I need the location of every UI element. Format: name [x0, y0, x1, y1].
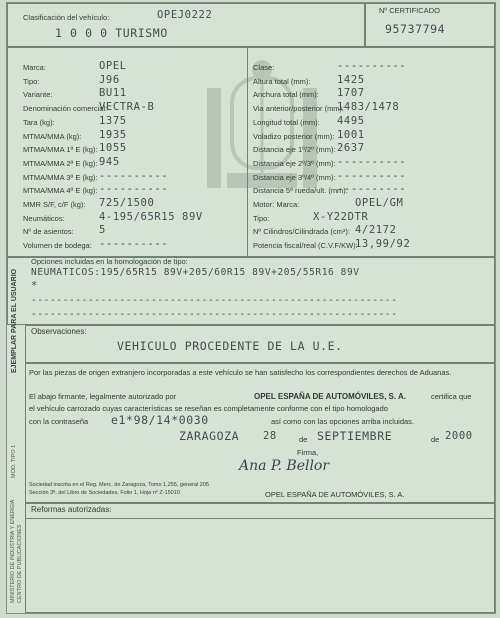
field-label: Longitud total (mm): [253, 117, 320, 127]
field-value: X-Y22DTR [313, 210, 369, 223]
field-value: OPEL/GM [355, 197, 404, 209]
field-label: Variante: [23, 90, 53, 100]
field-label: Denominación comercial: [23, 104, 108, 114]
ejemplar-label: EJEMPLAR PARA EL USUARIO [11, 268, 18, 373]
signer-text: El abajo firmante, legalmente autorizado por [29, 392, 177, 401]
field-value: 1055 [99, 142, 127, 155]
field-label: Distancia eje 1º/2º (mm): [253, 145, 336, 155]
company-name: OPEL ESPAÑA DE AUTOMÓVILES, S. A. [254, 392, 407, 401]
field-value: 4-195/65R15 89V [99, 210, 203, 223]
certificate-number: 95737794 [385, 22, 446, 36]
field-label: Tara (kg): [23, 117, 55, 127]
vehicle-certificate [6, 2, 496, 614]
field-value: VECTRA-B [99, 101, 155, 114]
field-value: 13,99/92 [355, 238, 411, 251]
reformas-label: Reformas autorizadas: [31, 505, 112, 514]
field-label: Distancia eje 3º/4º (mm): [253, 172, 336, 182]
customs-paragraph: Por las piezas de origen extranjero incorporadas a este vehículo se han satisfecho los correspondientes derechos de Aduanas. [29, 368, 452, 377]
reformas-box [25, 503, 495, 613]
field-label: Clase: [253, 63, 275, 72]
field-value: ---------- [99, 183, 169, 196]
field-value: 1425 [337, 73, 365, 86]
field-value: ---------- [99, 169, 169, 182]
field-label: Via anterior/posterior (mm): [253, 104, 345, 114]
field-value: 1707 [337, 87, 365, 100]
options-label: Opciones incluidas en la homologación de tipo: [31, 257, 188, 266]
field-label: MTMA/MMA 4ª E (kg): [23, 186, 98, 196]
ministry-label-1: MINISTERIO DE INDUSTRIA Y ENERGIA [10, 499, 16, 603]
ministry-label-2: CENTRO DE PUBLICACIONES [17, 524, 23, 603]
field-label: Distancia eje 2º/3º (mm): [253, 158, 336, 168]
field-value: 945 [99, 155, 120, 168]
field-label: Tipo: [253, 213, 270, 223]
field-value: ---------- [337, 183, 407, 196]
field-label: MTMA/MMA 1ª E (kg): [23, 145, 98, 155]
certificate-label: Nº CERTIFICADO [379, 6, 440, 15]
date-day: 28 [263, 430, 277, 442]
field-value: 4495 [337, 114, 365, 127]
society-line-2: Sección 3ª, del Libro de Sociedades, Folio 1, Hoja nº Z-15010 [29, 490, 180, 496]
field-label: Volumen de bodega: [23, 241, 92, 251]
field-value: 1001 [337, 128, 365, 141]
date-month: SEPTIEMBRE [317, 429, 393, 443]
field-label: MTMA/MMA 2ª E (kg): [23, 158, 98, 168]
classification-label: Clasificación del vehículo: [23, 13, 110, 22]
field-value: ---------- [337, 155, 407, 168]
field-value: OPEL [99, 60, 127, 72]
field-value: 1483/1478 [337, 101, 400, 114]
field-label: Nº Cilindros/Cilindrada (cm³): [253, 227, 350, 237]
options-line-3: ---------------------------------------------------------- [31, 295, 398, 306]
field-label: Neumáticos: [23, 213, 65, 223]
certifies-text: certifica que [431, 392, 472, 401]
signature-label: Firma, [297, 448, 319, 457]
contrasena-value: e1*98/14*0030 [111, 413, 209, 427]
field-value: 1935 [99, 128, 127, 141]
field-value: ---------- [337, 169, 407, 182]
company-footer: OPEL ESPAÑA DE AUTOMÓVILES, S. A. [265, 490, 405, 499]
field-label: Altura total (mm): [253, 76, 311, 86]
field-label: Anchura total (mm): [253, 90, 319, 100]
field-value: 2637 [337, 142, 365, 155]
date-year: 2000 [445, 430, 473, 442]
field-value: 4/2172 [355, 224, 397, 237]
classification-code: OPEJ0222 [157, 9, 213, 21]
signature: Ana P. Bellor [239, 458, 330, 474]
field-label: Motor: Marca: [253, 200, 300, 209]
field-label: MTMA/MMA (kg): [23, 131, 82, 141]
field-label: Marca: [23, 63, 46, 72]
field-value: 5 [99, 224, 106, 237]
observations-value: VEHICULO PROCEDENTE DE LA U.E. [117, 339, 343, 353]
field-value: ---------- [99, 238, 169, 251]
field-value: J96 [99, 73, 120, 86]
field-label: Tipo: [23, 76, 40, 86]
contrasena-label: con la contraseña [29, 417, 89, 426]
form-code: MOD. TIPO 1 [11, 444, 17, 478]
options-included-text: así como con las opciones arriba incluidas. [271, 417, 414, 426]
society-line-1: Sociedad inscrita en el Reg. Merc. de Zaragoza, Tomo 1.255, general 205 [29, 482, 209, 488]
field-value: 1375 [99, 114, 127, 127]
field-label: MMR S/F, c/F (kg): [23, 200, 86, 209]
observations-label: Observaciones: [31, 327, 87, 336]
classification-value: 1 0 0 0 TURISMO [55, 26, 168, 40]
field-label: Nº de asientos: [23, 227, 74, 237]
date-de-2: de [431, 435, 440, 444]
field-label: MTMA/MMA 3ª E (kg): [23, 172, 98, 182]
field-label: Distancia 5ª rueda/ult. (mm): [253, 186, 348, 196]
field-value: ---------- [337, 60, 407, 72]
place: ZARAGOZA [179, 429, 240, 443]
field-label: Potencia fiscal/real (C.V.F/KW): [253, 241, 358, 251]
conformity-text: el vehículo carrozado cuyas características se reseñan es completamente conforme con el tipo homologado [29, 404, 388, 413]
options-line-1: NEUMATICOS:195/65R15 89V+205/60R15 89V+205/55R16 89V [31, 267, 360, 278]
date-de-1: de [299, 435, 308, 444]
field-value: 725/1500 [99, 197, 155, 209]
options-line-2: * [31, 280, 38, 292]
options-line-4: ---------------------------------------------------------- [31, 309, 398, 320]
field-value: BU11 [99, 87, 127, 100]
field-label: Voladizo posterior (mm): [253, 131, 335, 141]
